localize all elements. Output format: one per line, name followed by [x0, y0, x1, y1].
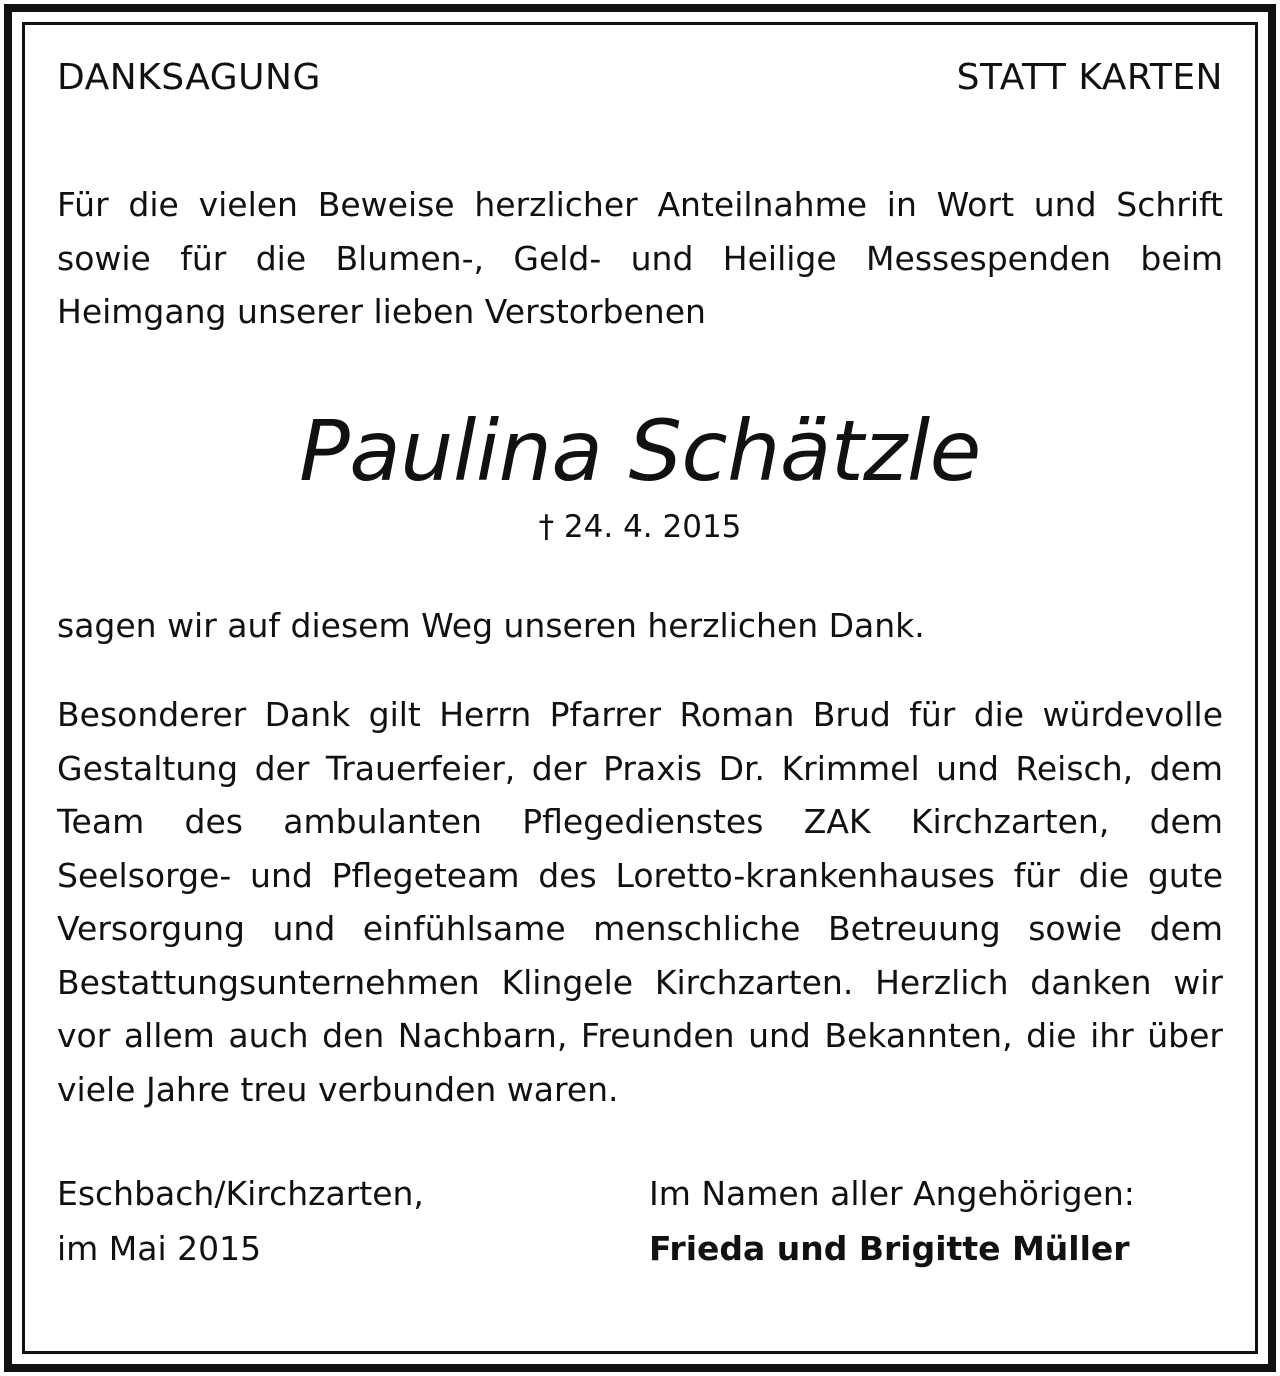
intro-paragraph: Für die vielen Beweise herzlicher Anteilnahme in Wort und Schrift sowie für die Blumen-, Geld- und Heilige Messespenden beim Heimgang unserer lieben Verstorbenen [57, 185, 1223, 331]
header-row [57, 50, 1223, 106]
header-note: STATT KARTEN [956, 57, 1223, 98]
closing-place-date [57, 1166, 649, 1276]
on-behalf-line: Im Namen aller Angehörigen: [649, 1174, 1135, 1213]
notice-content [57, 50, 1223, 1276]
header-title: DANKSAGUNG [57, 57, 321, 98]
thanks-paragraph: sagen wir auf diesem Weg unseren herzlichen Dank. [57, 605, 925, 645]
closing-block [57, 1166, 1223, 1276]
closing-place: Eschbach/Kirchzarten, [57, 1174, 424, 1213]
special-thanks-paragraph: Besonderer Dank gilt Herrn Pfarrer Roman Brud für die würdevolle Gestaltung der Trauerfeier, der Praxis Dr. Krimmel und Reisch, dem Team des ambulanten Pflegedienstes ZAK Kirchzarten, dem Seelsorge- und Pflegeteam des Loretto-krankenhauses für die gute Versorgung und einfühlsame menschliche Betreuung sowie dem Bestattungsunternehmen Klingele Kirchzarten. Herzlich danken wir vor allem auch den Nachbarn, Freunden und Bekannten, die ihr über viele Jahre treu verbunden waren. [57, 695, 1223, 1109]
closing-date: im Mai 2015 [57, 1229, 262, 1268]
signature-names: Frieda und Brigitte Müller [649, 1229, 1130, 1268]
closing-signature [649, 1166, 1223, 1276]
death-date: † 24. 4. 2015 [538, 508, 742, 545]
deceased-name: Paulina Schätzle [299, 401, 981, 500]
